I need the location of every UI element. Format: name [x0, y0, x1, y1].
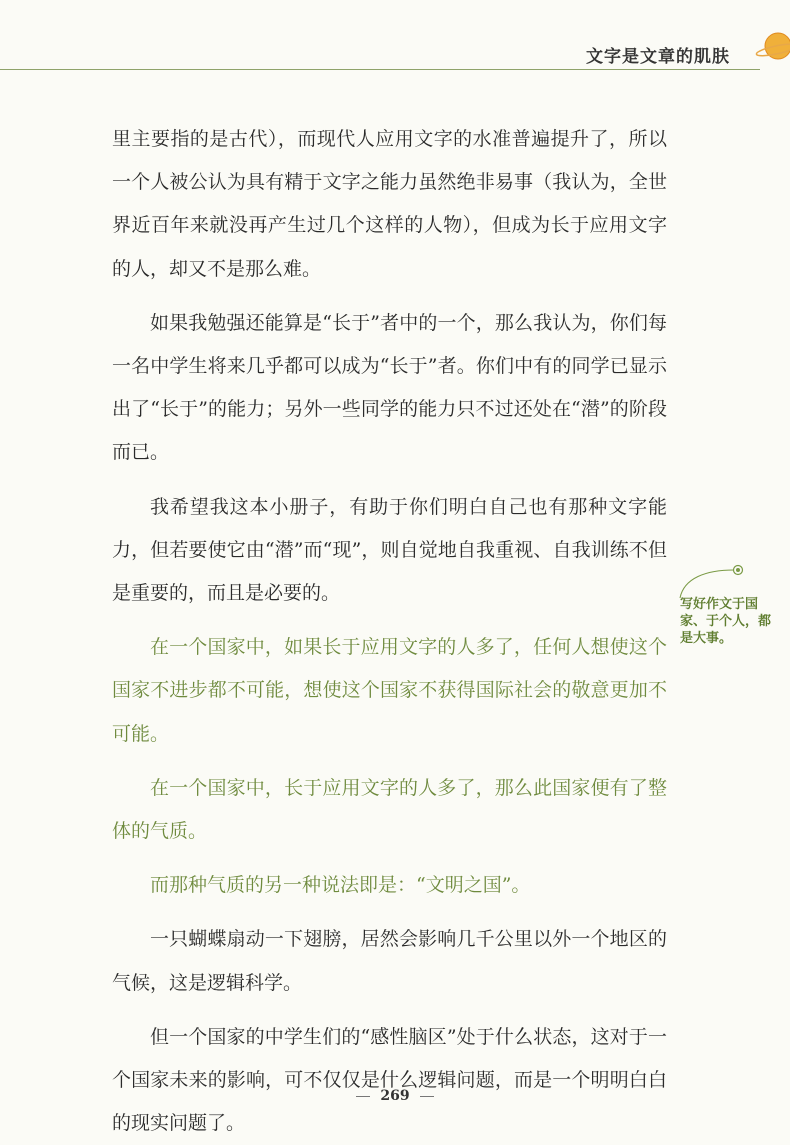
margin-note-text: 写好作文于国家、于个人，都是大事。 — [680, 597, 772, 646]
footer-dash-left — [356, 1096, 370, 1097]
header-rule — [0, 69, 760, 70]
paragraph-6-highlight: 而那种气质的另一种说法即是：“文明之国”。 — [150, 874, 531, 897]
body-text — [112, 118, 667, 1145]
footer-dash-right — [420, 1096, 434, 1097]
paragraph-8: 但一个国家的中学生们的“感性脑区”处于什么状态，这对于一个国家未来的影响，可不仅仅是什么逻辑问题，而是一个明明白白的现实问题了。 — [112, 1025, 667, 1135]
paragraph-2: 如果我勉强还能算是“长于”者中的一个，那么我认为，你们每一名中学生将来几乎都可以成为“长于”者。你们中有的同学已显示出了“长于”的能力；另外一些同学的能力只不过还处在“潜”的阶段而已。 — [112, 311, 667, 464]
paragraph-7: 一只蝴蝶扇动一下翅膀，居然会影响几千公里以外一个地区的气候，这是逻辑科学。 — [112, 928, 667, 994]
running-header-title: 文字是文章的肌肤 — [586, 47, 730, 67]
planet-icon — [754, 30, 790, 70]
paragraph-3: 我希望我这本小册子，有助于你们明白自己也有那种文字能力，但若要使它由“潜”而“现”，则自觉地自我重视、自我训练不但是重要的，而且是必要的。 — [112, 495, 667, 605]
page-footer — [0, 1088, 790, 1104]
note-leader-curve — [676, 560, 756, 600]
paragraph-1: 里主要指的是古代），而现代人应用文字的水准普遍提升了，所以一个人被公认为具有精于文字之能力虽然绝非易事（我认为，全世界近百年来就没再产生过几个这样的人物），但成为长于应用文字的人，却又不是那么难。 — [112, 128, 667, 280]
paragraph-5-highlight: 在一个国家中，长于应用文字的人多了，那么此国家便有了整体的气质。 — [112, 776, 667, 843]
page-number: 269 — [380, 1088, 410, 1104]
paragraph-4-highlight: 在一个国家中，如果长于应用文字的人多了，任何人想使这个国家不进步都不可能，想使这个国家不获得国际社会的敬意更加不可能。 — [112, 636, 667, 745]
